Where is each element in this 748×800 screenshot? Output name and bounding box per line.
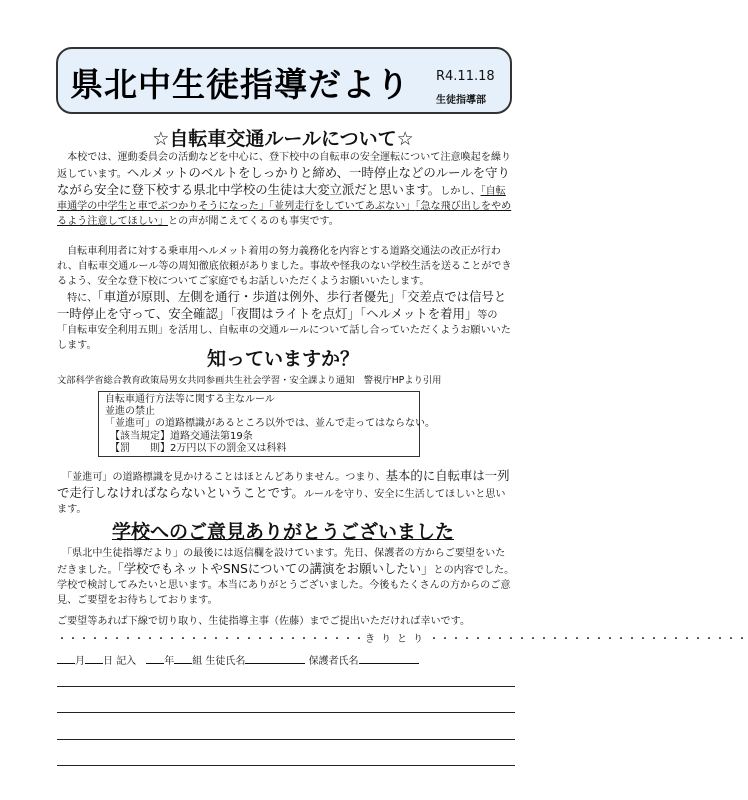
para1-mid: しかし、 xyxy=(440,186,481,197)
complaint-quote-1: 「自転車通学の中学生と車でぶつかりそうになった」 xyxy=(57,186,506,212)
bicycle-rules-paragraph-1 xyxy=(57,150,515,229)
rules-box-line: 【該当規定】道路交通法第19条 xyxy=(105,430,253,442)
thanks-paragraph xyxy=(57,546,515,608)
comment-line[interactable] xyxy=(57,765,515,766)
cut-dots: ・・・・・・・・・・・・・・・・・・・・・・・・・・・・ xyxy=(57,634,365,645)
thanks-tail: との内容でした。学校で検討してみたいと思います。本当にありがとうございました。今後もたくさんの方からのご意見、ご要望をお待ちしております。 xyxy=(57,565,515,606)
side-by-side-tail: ルールを守り、安全に生活してほしいと思います。 xyxy=(57,489,506,515)
thanks-heading: 学校へのご意見ありがとうございました xyxy=(111,521,454,543)
thanks-emphasis: 「学校でもネットやSNSについての講演をお願いしたい」 xyxy=(117,561,434,576)
para2-text: 自転車利用者に対する乗車用ヘルメット着用の努力義務化を内容とする道路交通法の改正が行われ、自転車交通ルール等の周知徹底依頼がありました。事故や怪我のない学校生活を送ることができるよう、安全な登下校についてご家庭でもお話しいただくようお願いいたします。 xyxy=(57,246,512,287)
bicycle-rules-paragraph-2 xyxy=(57,244,515,289)
cut-label: きりとり xyxy=(365,634,429,645)
side-by-side-lead: 「並進可」の道路標識を見かけることはほとんどありません。つまり、 xyxy=(67,472,386,483)
para3-lead: 特に、 xyxy=(67,293,98,304)
rules-box-line: 自転車通行方法等に関する主なルール xyxy=(105,394,275,405)
issue-date: R4.11.18 xyxy=(436,69,495,84)
student-name-label: 生徒氏名 xyxy=(205,656,246,667)
cut-instruction: ご要望等あれば下線で切り取り、生徒指導主事（佐藤）までご提出いただければ幸いです。 xyxy=(57,616,471,627)
month-blank[interactable] xyxy=(57,653,75,664)
guardian-name-blank[interactable] xyxy=(359,653,419,664)
day-label: 日 xyxy=(103,656,113,667)
para3-emphasis: 「車道が原則、左側を通行・歩道は例外、歩行者優先」「交差点では信号と一時停止を守って、安全確認」「夜間はライトを点灯」「ヘルメットを着用」 xyxy=(57,289,507,321)
newsletter-title: 県北中生徒指導だより xyxy=(70,65,410,104)
header-banner xyxy=(56,47,512,114)
rules-box xyxy=(98,391,435,457)
class-label: 組 xyxy=(192,656,203,667)
para1-lead: 本校では、運動委員会の活動などを中心に、登下校中の自転車の安全運転について注意喚起を繰り返しています。 xyxy=(57,152,512,180)
reply-form-header xyxy=(57,652,419,667)
year-blank[interactable] xyxy=(146,653,164,664)
cut-dotted-line xyxy=(57,630,748,645)
source-citation: 文部科学省総合教育政策局男女共同参画共生社会学習・安全課より通知 警視庁HPより引用 xyxy=(57,375,442,386)
para3-tail: 等の「自転車安全利用五則」を活用し、自転車の交通ルールについて話し合っていただくようお願いいたします。 xyxy=(57,310,511,351)
department-name: 生徒指導部 xyxy=(436,95,486,106)
side-by-side-emphasis: 基本的に自転車は一列で走行しなければならないということです。 xyxy=(57,468,510,500)
rules-box-line: 「並進可」の道路標識があるところ以外では、並んで走ってはならない。 xyxy=(105,418,435,430)
student-name-blank[interactable] xyxy=(245,653,305,664)
para1-tail: との声が聞こえてくるのも事実です。 xyxy=(168,216,339,227)
comment-line[interactable] xyxy=(57,712,515,713)
day-blank[interactable] xyxy=(85,653,103,664)
guardian-name-label: 保護者氏名 xyxy=(308,656,359,667)
year-label: 年 xyxy=(164,656,175,667)
para1-emphasis: ヘルメットのベルトをしっかりと締め、一時停止などのルールを守りながら安全に登下校する県北中学校の生徒は大変立派だと思います。 xyxy=(57,165,510,197)
filled-label: 記入 xyxy=(116,656,137,667)
thanks-lead: 「県北中生徒指導だより」の最後には返信欄を設けています。先日、保護者の方からご要望をいただきました。 xyxy=(57,548,506,576)
side-by-side-paragraph xyxy=(57,468,515,517)
comment-line[interactable] xyxy=(57,686,515,687)
did-you-know-heading: 知っていますか？ xyxy=(206,348,359,370)
rules-box-line: 【罰 則】2万円以下の罰金又は科料 xyxy=(105,442,287,454)
class-blank[interactable] xyxy=(174,653,192,664)
cut-dots: ・・・・・・・・・・・・・・・・・・・・・・・・・・・・・ xyxy=(429,634,748,645)
month-label: 月 xyxy=(75,656,85,667)
rules-box-line: 並進の禁止 xyxy=(105,406,155,418)
comment-line[interactable] xyxy=(57,739,515,740)
complaint-quote-3: 「急な飛び出しをやめるよう注意してほしい」 xyxy=(57,201,512,227)
bicycle-rules-heading: ☆自転車交通ルールについて☆ xyxy=(152,128,414,150)
complaint-quote-2: 「並列走行をしていてあぶない」 xyxy=(268,201,416,212)
